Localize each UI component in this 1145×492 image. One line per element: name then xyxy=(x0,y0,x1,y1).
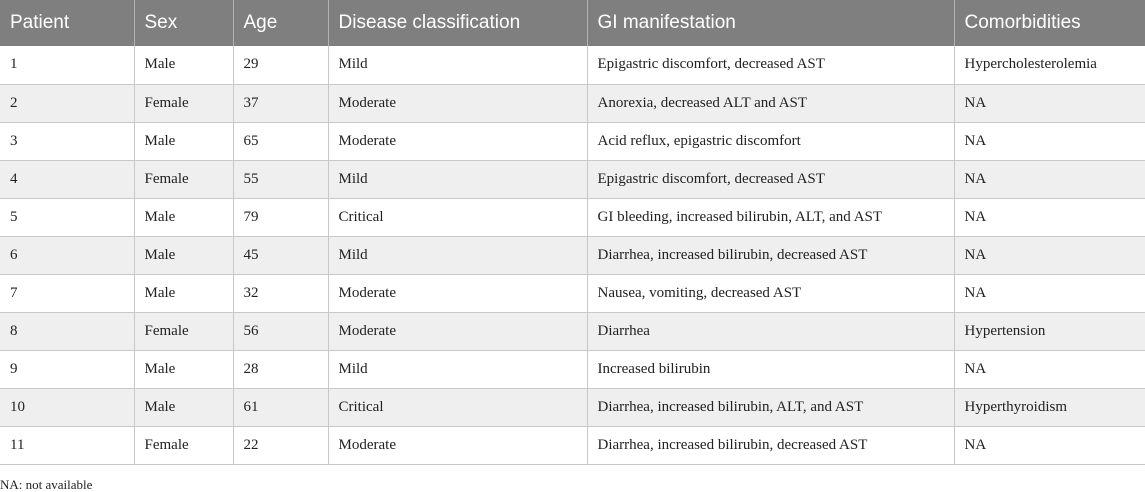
cell-disease-classification: Moderate xyxy=(328,274,587,312)
table-body xyxy=(0,46,1145,464)
cell-patient: 8 xyxy=(0,312,134,350)
table-header xyxy=(0,0,1145,46)
cell-comorbidities: Hypertension xyxy=(954,312,1145,350)
cell-patient: 5 xyxy=(0,198,134,236)
table-footnote: NA: not available xyxy=(0,477,93,492)
cell-gi-manifestation: Diarrhea xyxy=(587,312,954,350)
cell-patient: 2 xyxy=(0,84,134,122)
cell-patient: 6 xyxy=(0,236,134,274)
cell-sex: Male xyxy=(134,236,233,274)
cell-sex: Male xyxy=(134,198,233,236)
cell-gi-manifestation: Acid reflux, epigastric discomfort xyxy=(587,122,954,160)
cell-comorbidities: NA xyxy=(954,84,1145,122)
cell-patient: 1 xyxy=(0,46,134,84)
cell-age: 61 xyxy=(233,388,328,426)
cell-disease-classification: Mild xyxy=(328,160,587,198)
cell-age: 29 xyxy=(233,46,328,84)
cell-age: 65 xyxy=(233,122,328,160)
header-row xyxy=(0,0,1145,46)
cell-disease-classification: Critical xyxy=(328,198,587,236)
table-row xyxy=(0,122,1145,160)
cell-sex: Male xyxy=(134,46,233,84)
column-header-patient: Patient xyxy=(10,12,70,33)
cell-age: 32 xyxy=(233,274,328,312)
cell-disease-classification: Mild xyxy=(328,46,587,84)
table-row xyxy=(0,312,1145,350)
column-header-sex: Sex xyxy=(134,0,233,46)
cell-age: 37 xyxy=(233,84,328,122)
table-row xyxy=(0,350,1145,388)
cell-comorbidities: NA xyxy=(954,426,1145,464)
cell-gi-manifestation: Anorexia, decreased ALT and AST xyxy=(587,84,954,122)
cell-disease-classification: Mild xyxy=(328,236,587,274)
cell-gi-manifestation: GI bleeding, increased bilirubin, ALT, and AST xyxy=(587,198,954,236)
cell-age: 45 xyxy=(233,236,328,274)
column-header-disease-classification: Disease classification xyxy=(328,0,587,46)
table-row xyxy=(0,426,1145,464)
cell-age: 55 xyxy=(233,160,328,198)
cell-comorbidities: Hypercholesterolemia xyxy=(954,46,1145,84)
cell-disease-classification: Moderate xyxy=(328,312,587,350)
column-header-gi-manifestation: GI manifestation xyxy=(587,0,954,46)
cell-sex: Male xyxy=(134,122,233,160)
cell-gi-manifestation: Diarrhea, increased bilirubin, ALT, and AST xyxy=(587,388,954,426)
cell-gi-manifestation: Diarrhea, increased bilirubin, decreased AST xyxy=(587,426,954,464)
cell-patient: 3 xyxy=(0,122,134,160)
cell-sex: Male xyxy=(134,350,233,388)
cell-patient: 9 xyxy=(0,350,134,388)
table-row xyxy=(0,274,1145,312)
cell-sex: Female xyxy=(134,426,233,464)
cell-disease-classification: Moderate xyxy=(328,84,587,122)
cell-comorbidities: NA xyxy=(954,198,1145,236)
cell-disease-classification: Moderate xyxy=(328,122,587,160)
cell-comorbidities: NA xyxy=(954,350,1145,388)
table-row xyxy=(0,46,1145,84)
cell-disease-classification: Critical xyxy=(328,388,587,426)
cell-gi-manifestation: Epigastric discomfort, decreased AST xyxy=(587,46,954,84)
column-header-comorbidities: Comorbidities xyxy=(954,0,1145,46)
cell-sex: Female xyxy=(134,160,233,198)
cell-age: 28 xyxy=(233,350,328,388)
cell-gi-manifestation: Diarrhea, increased bilirubin, decreased AST xyxy=(587,236,954,274)
cell-comorbidities: NA xyxy=(954,236,1145,274)
cell-age: 79 xyxy=(233,198,328,236)
cell-patient: 7 xyxy=(0,274,134,312)
cell-comorbidities: NA xyxy=(954,122,1145,160)
table-row xyxy=(0,388,1145,426)
cell-age: 22 xyxy=(233,426,328,464)
table-row xyxy=(0,198,1145,236)
cell-gi-manifestation: Nausea, vomiting, decreased AST xyxy=(587,274,954,312)
cell-gi-manifestation: Increased bilirubin xyxy=(587,350,954,388)
cell-sex: Male xyxy=(134,388,233,426)
cell-comorbidities: NA xyxy=(954,274,1145,312)
cell-comorbidities: Hyperthyroidism xyxy=(954,388,1145,426)
cell-disease-classification: Mild xyxy=(328,350,587,388)
column-header-age: Age xyxy=(233,0,328,46)
cell-sex: Female xyxy=(134,312,233,350)
cell-sex: Female xyxy=(134,84,233,122)
table-row xyxy=(0,160,1145,198)
cell-patient: 10 xyxy=(0,388,134,426)
cell-disease-classification: Moderate xyxy=(328,426,587,464)
cell-age: 56 xyxy=(233,312,328,350)
cell-sex: Male xyxy=(134,274,233,312)
table-row xyxy=(0,84,1145,122)
cell-comorbidities: NA xyxy=(954,160,1145,198)
cell-patient: 4 xyxy=(0,160,134,198)
cell-patient: 11 xyxy=(0,426,134,464)
table-row xyxy=(0,236,1145,274)
cell-gi-manifestation: Epigastric discomfort, decreased AST xyxy=(587,160,954,198)
